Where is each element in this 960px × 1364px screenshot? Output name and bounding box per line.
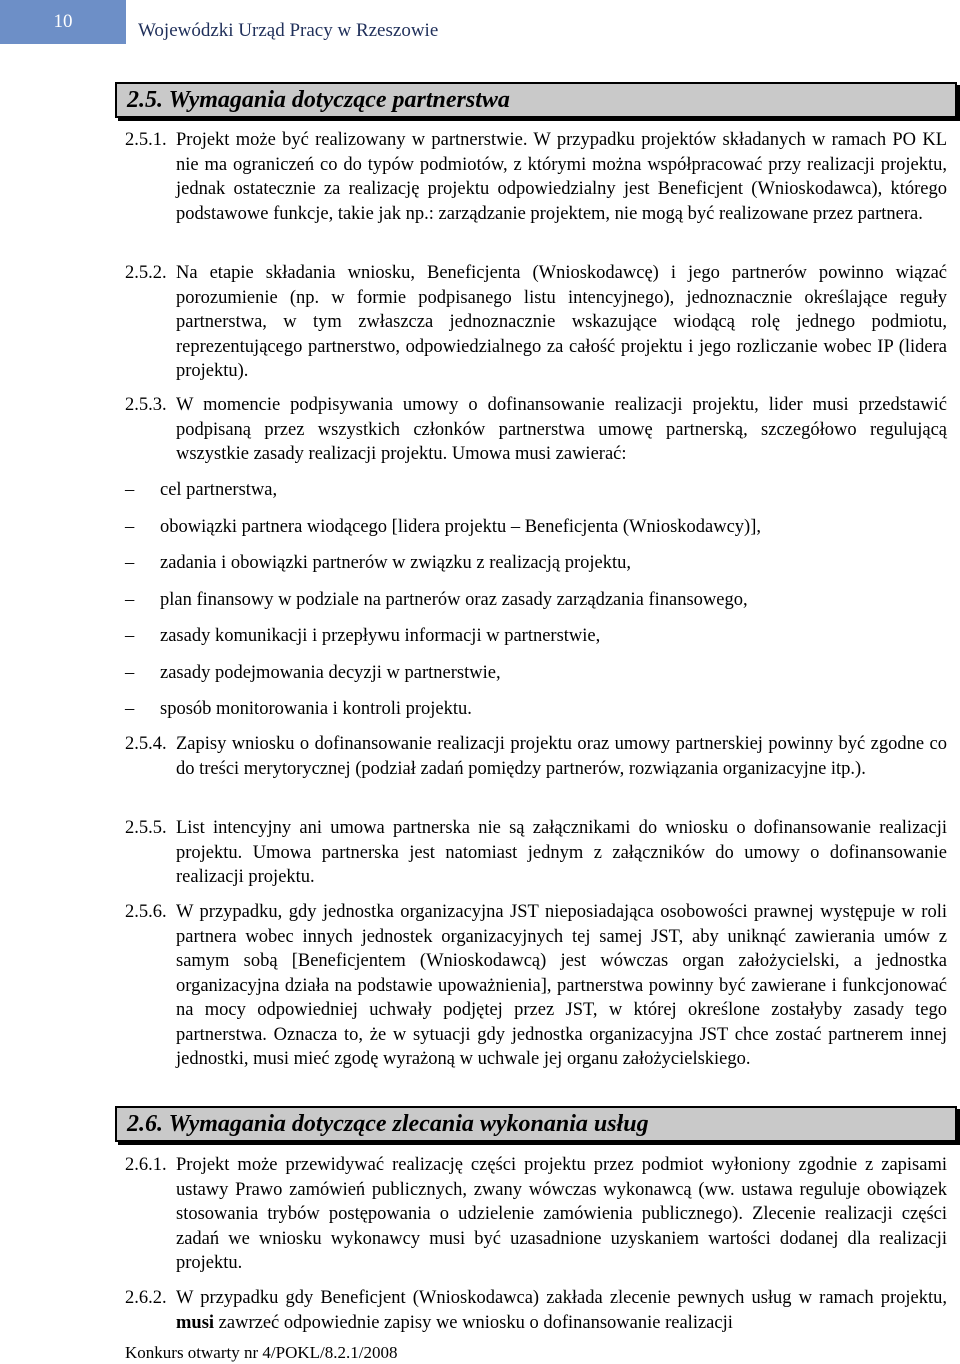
list-item bbox=[125, 697, 947, 734]
paragraph-text: W przypadku, gdy jednostka organizacyjna JST nieposiadająca osobowości prawnej występuje w roli partnera wobec innych jednostek organizacyjnych tej samej JST, aby uniknąć zawierania umów z samym sobą [Beneficjentem (Wnioskodawcą) jest wówczas organ założycielski, a jednostka organizacyjna działa na podstawie upoważnienia], partnerstwa powinny być zawierane i funkcjonować na mocy odpowiedniej uchwały podjętej przez JST, w której określone zostałyby zasady tego partnerstwa. Oznacza to, że w sytuacji gdy jednostka organizacyjna JST chce zostać partnerem innej jednostki, musi mieć zgodę wyrażoną w uchwale jej organu założycielskiego. bbox=[176, 902, 947, 1069]
dash-bullet: – bbox=[125, 699, 135, 719]
dash-bullet: – bbox=[125, 480, 135, 500]
paragraph-text: W momencie podpisywania umowy o dofinansowanie realizacji projektu, lider musi przedstawić podpisaną przez wszystkich członków partnerstwa umowę partnerską, szczegółowo regulującą wszystkie zasady realizacji projektu. Umowa musi zawierać: bbox=[176, 395, 947, 464]
list-item-text: plan finansowy w podziale na partnerów oraz zasady zarządzania finansowego, bbox=[160, 589, 748, 610]
list-item-text: sposób monitorowania i kontroli projektu. bbox=[160, 699, 472, 719]
text-segment: zawrzeć odpowiednie zapisy we wniosku o dofinansowanie realizacji bbox=[214, 1312, 733, 1333]
list-item bbox=[125, 661, 947, 698]
list-item-text: obowiązki partnera wiodącego [lidera projektu – Beneficjenta (Wnioskodawcy)], bbox=[160, 516, 762, 537]
list-item-text: zasady podejmowania decyzji w partnerstwie, bbox=[160, 662, 501, 683]
paragraph-text: Projekt może być realizowany w partnerstwie. W przypadku projektów składanych w ramach PO KL nie ma ograniczeń co do typów podmiotów, z którymi można współpracować przy realizacji projektu, jednak ostatecznie za realizację projektu odpowiedzialny jest Beneficjent (Wnioskodawca), którego podstawowe funkcje, takie jak np.: zarządzanie projektem, nie mogą być realizowane przez partnera. bbox=[176, 130, 947, 224]
section-heading-2-5: 2.5. Wymagania dotyczące partnerstwa bbox=[115, 82, 957, 118]
paragraph-number: 2.5.6. bbox=[125, 902, 167, 922]
dash-bullet: – bbox=[125, 553, 135, 573]
paragraph-2-6-1 bbox=[125, 1153, 947, 1276]
paragraph-number: 2.5.2. bbox=[125, 263, 167, 283]
dash-bullet: – bbox=[125, 516, 135, 537]
paragraph-text: Zapisy wniosku o dofinansowanie realizacji projektu oraz umowy partnerskiej powinny być zgodne co do treści merytorycznej (podział zadań pomiędzy partnerów, rozwiązania organizacyjne itp.). bbox=[176, 734, 947, 779]
text-segment: W przypadku gdy Beneficjent (Wnioskodawca) zakłada zlecenie pewnych usług w ramach projektu, bbox=[176, 1288, 947, 1308]
paragraph-number: 2.5.3. bbox=[125, 395, 167, 415]
page-footer: Konkurs otwarty nr 4/POKL/8.2.1/2008 bbox=[125, 1343, 398, 1362]
list-item-text: zasady komunikacji i przepływu informacji w partnerstwie, bbox=[160, 626, 601, 646]
paragraph-2-5-1 bbox=[125, 128, 947, 226]
dash-bullet: – bbox=[125, 662, 135, 683]
dash-bullet: – bbox=[125, 589, 135, 610]
list-item-text: cel partnerstwa, bbox=[160, 480, 278, 500]
list-item bbox=[125, 551, 947, 588]
paragraph-text: List intencyjny ani umowa partnerska nie są załącznikami do wniosku o dofinansowanie realizacji projektu. Umowa partnerska jest natomiast jednym z załączników do umowy o dofinansowanie realizacji projektu. bbox=[176, 818, 947, 887]
paragraph-number: 2.6.1. bbox=[125, 1155, 167, 1175]
list-item bbox=[125, 624, 947, 661]
list-item-text: zadania i obowiązki partnerów w związku z realizacją projektu, bbox=[160, 553, 632, 573]
paragraph-text: Na etapie składania wniosku, Beneficjenta (Wnioskodawcę) i jego partnerów powinno wiązać porozumienie (np. w formie podpisanego listu intencyjnego), jednoznacznie określające reguły partnerstwa, w tym zwłaszcza jednoznacznie wskazujące wiodącą rolę jednego podmiotu, reprezentującego partnerstwo, odpowiedzialnego za całość projektu i jego rozliczanie wobec IP (lidera projektu). bbox=[176, 263, 947, 381]
page-number: 10 bbox=[0, 0, 126, 44]
paragraph-number: 2.5.1. bbox=[125, 130, 167, 150]
paragraph-number: 2.5.4. bbox=[125, 734, 167, 754]
paragraph-2-6-2 bbox=[125, 1286, 947, 1335]
paragraph-number: 2.5.5. bbox=[125, 818, 167, 838]
paragraph-2-5-3 bbox=[125, 393, 947, 467]
dash-bullet: – bbox=[125, 626, 135, 646]
paragraph-text bbox=[176, 1286, 947, 1335]
paragraph-2-5-2 bbox=[125, 261, 947, 384]
paragraph-2-5-6 bbox=[125, 900, 947, 1072]
emphasis-text: musi bbox=[176, 1312, 215, 1333]
list-item bbox=[125, 478, 947, 515]
list-item bbox=[125, 588, 947, 625]
section-heading-2-6: 2.6. Wymagania dotyczące zlecania wykonania usług bbox=[115, 1106, 957, 1142]
agreement-contents-list bbox=[125, 478, 947, 734]
paragraph-2-5-4 bbox=[125, 732, 947, 781]
paragraph-text: Projekt może przewidywać realizację części projektu przez podmiot wyłoniony zgodnie z zapisami ustawy Prawo zamówień publicznych, zwany wówczas wykonawcą (ww. ustawa reguluje obowiązek stosowania trybów postępowania o udzielenie zamówienia publicznego). Zlecenie realizacji części zadań we wniosku wykonawcy musi być uzasadnione uzyskaniem wartości dodanej dla realizacji projektu. bbox=[176, 1155, 947, 1273]
office-name: Wojewódzki Urząd Pracy w Rzeszowie bbox=[138, 20, 439, 41]
page-header bbox=[0, 0, 960, 44]
list-item bbox=[125, 515, 947, 552]
paragraph-2-5-5 bbox=[125, 816, 947, 890]
paragraph-number: 2.6.2. bbox=[125, 1288, 167, 1308]
